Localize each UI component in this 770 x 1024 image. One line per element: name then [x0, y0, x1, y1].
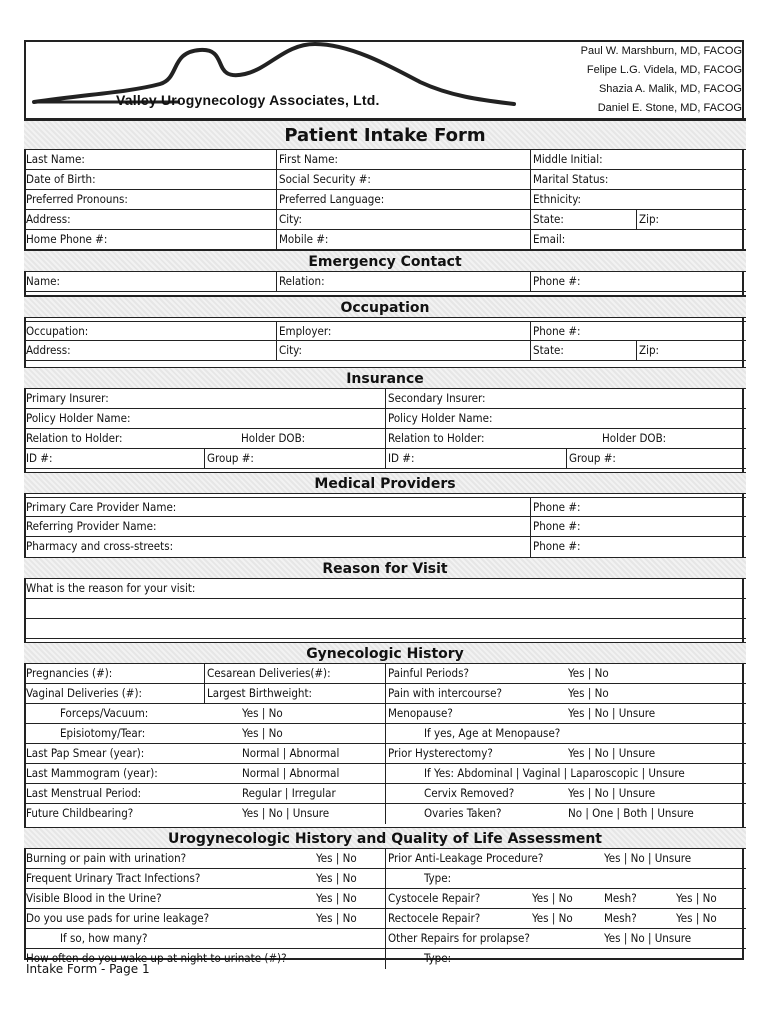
rectocele-mesh-options[interactable]: Yes | No — [676, 911, 717, 925]
insurance-row-relation — [24, 429, 746, 449]
email-field[interactable]: Email: — [530, 230, 746, 249]
menopause-label: Menopause? — [385, 704, 566, 723]
insurance-row-id — [24, 449, 746, 469]
providers-row-pcp — [24, 497, 746, 517]
cervix-label: Cervix Removed? — [385, 784, 566, 803]
ethnicity-field[interactable]: Ethnicity: — [530, 190, 746, 209]
employer-city-field[interactable]: City: — [276, 341, 530, 360]
hysterectomy-label: Prior Hysterectomy? — [385, 744, 566, 763]
pharmacy-field[interactable]: Pharmacy and cross-streets: — [26, 539, 174, 553]
rectocele-mesh-label: Mesh? — [604, 911, 637, 925]
secondary-holder-name-field[interactable]: Policy Holder Name: — [385, 409, 746, 428]
anti-leak-options[interactable]: Yes | No | Unsure — [604, 851, 692, 865]
blood-label: Visible Blood in the Urine? — [26, 891, 162, 905]
patient-row-pronouns — [24, 190, 746, 210]
age-menopause-field[interactable]: If yes, Age at Menopause? — [385, 724, 746, 743]
language-field[interactable]: Preferred Language: — [276, 190, 530, 209]
middle-initial-field[interactable]: Middle Initial: — [530, 150, 746, 169]
pcp-name-field[interactable]: Primary Care Provider Name: — [26, 500, 177, 514]
reason-blank-line[interactable] — [24, 599, 746, 619]
doctor-name: Felipe L.G. Videla, MD, FACOG — [586, 64, 742, 76]
employer-zip-field[interactable]: Zip: — [636, 341, 746, 360]
reason-row — [24, 579, 746, 599]
episiotomy-options[interactable]: Yes | No — [242, 726, 283, 740]
vaginal-deliveries-field[interactable]: Vaginal Deliveries (#): — [26, 686, 142, 700]
secondary-insurer-field[interactable]: Secondary Insurer: — [385, 389, 746, 408]
gyn-row-2 — [24, 684, 746, 704]
org-name: Valley Urogynecology Associates, Ltd. — [116, 92, 380, 108]
first-name-field[interactable]: First Name: — [276, 150, 530, 169]
other-repairs-type-field[interactable]: Type: — [385, 949, 746, 969]
primary-relation-field[interactable]: Relation to Holder: — [26, 431, 123, 445]
pads-options[interactable]: Yes | No — [316, 911, 357, 925]
reason-field[interactable]: What is the reason for your visit: — [26, 581, 196, 595]
employer-phone-field[interactable]: Phone #: — [530, 322, 746, 340]
hysterectomy-options[interactable]: Yes | No | Unsure — [568, 746, 656, 760]
emergency-row — [24, 272, 746, 292]
birthweight-field[interactable]: Largest Birthweight: — [204, 684, 385, 703]
patient-row-name — [24, 150, 746, 170]
mammogram-options[interactable]: Normal | Abnormal — [242, 766, 340, 780]
forceps-label: Forceps/Vacuum: — [60, 706, 149, 720]
referring-phone-field[interactable]: Phone #: — [530, 517, 746, 536]
doctor-list — [581, 42, 742, 118]
patient-row-dob — [24, 170, 746, 190]
other-repairs-label: Other Repairs for prolapse? — [385, 929, 602, 948]
ovaries-label: Ovaries Taken? — [385, 804, 566, 824]
secondary-relation-field[interactable]: Relation to Holder: — [385, 429, 600, 448]
form-title: Patient Intake Form — [24, 120, 746, 150]
last-name-field[interactable]: Last Name: — [26, 152, 85, 166]
blood-options[interactable]: Yes | No — [316, 891, 357, 905]
employer-address-field[interactable]: Address: — [26, 343, 71, 357]
pronouns-field[interactable]: Preferred Pronouns: — [26, 192, 128, 206]
pap-options[interactable]: Normal | Abnormal — [242, 746, 340, 760]
rectocele-options[interactable]: Yes | No — [532, 911, 573, 925]
occupation-row — [24, 321, 746, 341]
rectocele-label: Rectocele Repair? — [385, 909, 530, 928]
hysterectomy-type-options[interactable]: If Yes: Abdominal | Vaginal | Laparoscopic | Unsure — [385, 764, 746, 783]
marital-status-field[interactable]: Marital Status: — [530, 170, 746, 189]
burning-options[interactable]: Yes | No — [316, 851, 357, 865]
state-field[interactable]: State: — [530, 210, 636, 229]
episiotomy-label: Episiotomy/Tear: — [60, 726, 146, 740]
insurance-row-insurer — [24, 389, 746, 409]
providers-row-referring — [24, 517, 746, 537]
primary-group-field[interactable]: Group #: — [204, 449, 385, 468]
gyn-row-3 — [24, 704, 746, 724]
uro-row-3 — [24, 889, 746, 909]
cystocele-label: Cystocele Repair? — [385, 889, 530, 908]
gyn-row-4 — [24, 724, 746, 744]
burning-label: Burning or pain with urination? — [26, 851, 187, 865]
section-gynecologic: Gynecologic History — [24, 642, 746, 664]
address-field[interactable]: Address: — [26, 212, 71, 226]
gyn-row-6 — [24, 764, 746, 784]
pain-intercourse-options[interactable]: Yes | No — [568, 686, 609, 700]
gyn-row-7 — [24, 784, 746, 804]
primary-holder-name-field[interactable]: Policy Holder Name: — [26, 411, 131, 425]
section-occupation: Occupation — [24, 296, 746, 318]
gyn-row-1 — [24, 664, 746, 684]
childbearing-options[interactable]: Yes | No | Unsure — [242, 806, 330, 820]
section-reason: Reason for Visit — [24, 557, 746, 579]
city-field[interactable]: City: — [276, 210, 530, 229]
pads-count-field[interactable]: If so, how many? — [60, 931, 148, 945]
reason-blank-line[interactable] — [24, 619, 746, 639]
ovaries-options[interactable]: No | One | Both | Unsure — [568, 806, 694, 820]
painful-periods-options[interactable]: Yes | No — [568, 666, 609, 680]
uro-row-1 — [24, 849, 746, 869]
occupation-field[interactable]: Occupation: — [26, 324, 89, 338]
ssn-field[interactable]: Social Security #: — [276, 170, 530, 189]
pharmacy-phone-field[interactable]: Phone #: — [530, 537, 746, 557]
doctor-name: Paul W. Marshburn, MD, FACOG — [580, 45, 742, 57]
forceps-options[interactable]: Yes | No — [242, 706, 283, 720]
cervix-options[interactable]: Yes | No | Unsure — [568, 786, 656, 800]
mobile-field[interactable]: Mobile #: — [276, 230, 530, 249]
insurance-row-holder — [24, 409, 746, 429]
patient-row-address — [24, 210, 746, 230]
pregnancies-field[interactable]: Pregnancies (#): — [26, 666, 113, 680]
section-insurance: Insurance — [24, 367, 746, 389]
pcp-phone-field[interactable]: Phone #: — [530, 498, 746, 516]
section-urogynecologic: Urogynecologic History and Quality of Life Assessment — [24, 827, 746, 849]
section-providers: Medical Providers — [24, 472, 746, 494]
lmp-label: Last Menstrual Period: — [26, 786, 142, 800]
secondary-id-field[interactable]: ID #: — [385, 449, 566, 468]
emergency-name-field[interactable]: Name: — [26, 274, 61, 288]
mammogram-label: Last Mammogram (year): — [26, 766, 158, 780]
uro-row-2 — [24, 869, 746, 889]
primary-id-field[interactable]: ID #: — [26, 451, 53, 465]
secondary-group-field[interactable]: Group #: — [566, 449, 746, 468]
zip-field[interactable]: Zip: — [636, 210, 746, 229]
doctor-name: Shazia A. Malik, MD, FACOG — [598, 83, 742, 95]
occupation-address-row — [24, 341, 746, 361]
dob-field[interactable]: Date of Birth: — [26, 172, 96, 186]
uro-row-4 — [24, 909, 746, 929]
anti-leak-label: Prior Anti-Leakage Procedure? — [385, 849, 602, 868]
cystocele-options[interactable]: Yes | No — [532, 891, 573, 905]
employer-state-field[interactable]: State: — [530, 341, 636, 360]
providers-row-pharmacy — [24, 537, 746, 557]
gyn-row-8 — [24, 804, 746, 824]
page-footer: Intake Form - Page 1 — [26, 962, 150, 976]
uti-label: Frequent Urinary Tract Infections? — [26, 871, 201, 885]
menopause-options[interactable]: Yes | No | Unsure — [568, 706, 656, 720]
gyn-row-5 — [24, 744, 746, 764]
home-phone-field[interactable]: Home Phone #: — [26, 232, 108, 246]
primary-holder-dob-field[interactable]: Holder DOB: — [241, 431, 306, 445]
painful-periods-label: Painful Periods? — [385, 664, 566, 683]
nocturia-field[interactable]: How often do you wake up at night to urinate (#)? — [26, 951, 287, 965]
section-emergency: Emergency Contact — [24, 250, 746, 272]
anti-leak-type-field[interactable]: Type: — [385, 869, 746, 888]
childbearing-label: Future Childbearing? — [26, 806, 134, 820]
primary-insurer-field[interactable]: Primary Insurer: — [26, 391, 109, 405]
intake-form — [24, 40, 746, 969]
lmp-options[interactable]: Regular | Irregular — [242, 786, 336, 800]
secondary-holder-dob-field[interactable]: Holder DOB: — [602, 431, 667, 445]
pads-label: Do you use pads for urine leakage? — [26, 911, 210, 925]
cesarean-field[interactable]: Cesarean Deliveries(#): — [204, 664, 385, 683]
uro-row-5 — [24, 929, 746, 949]
pain-intercourse-label: Pain with intercourse? — [385, 684, 566, 703]
pap-label: Last Pap Smear (year): — [26, 746, 145, 760]
letterhead — [24, 40, 746, 120]
referring-name-field[interactable]: Referring Provider Name: — [26, 519, 157, 533]
emergency-relation-field[interactable]: Relation: — [276, 272, 530, 291]
uti-options[interactable]: Yes | No — [316, 871, 357, 885]
cystocele-mesh-options[interactable]: Yes | No — [676, 891, 717, 905]
doctor-name: Daniel E. Stone, MD, FACOG — [597, 102, 742, 114]
cystocele-mesh-label: Mesh? — [604, 891, 637, 905]
other-repairs-options[interactable]: Yes | No | Unsure — [604, 931, 692, 945]
patient-row-phone — [24, 230, 746, 250]
emergency-phone-field[interactable]: Phone #: — [530, 272, 746, 291]
employer-field[interactable]: Employer: — [276, 322, 530, 340]
